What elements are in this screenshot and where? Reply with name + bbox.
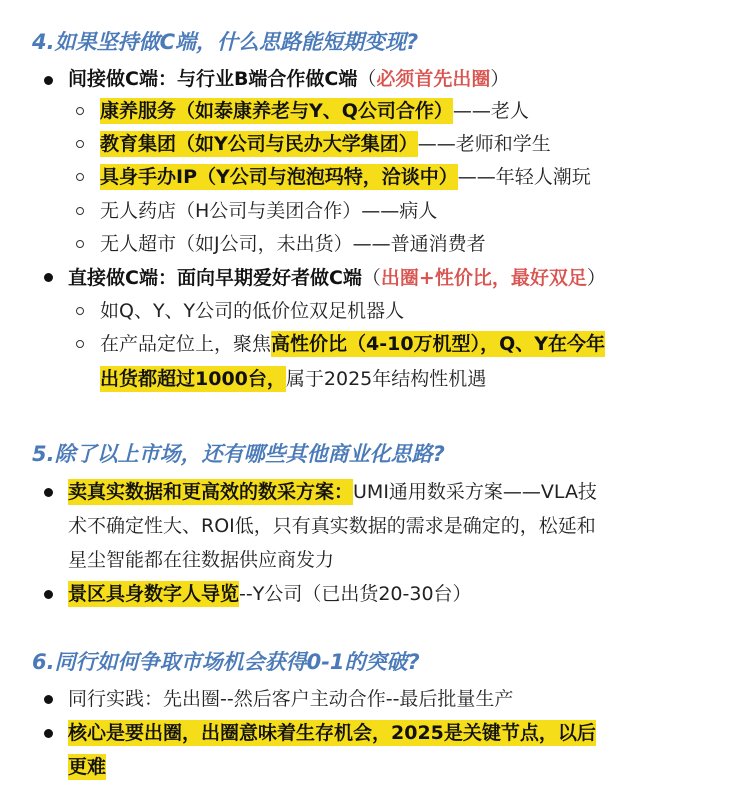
paren-close: ） <box>490 68 510 90</box>
paren-open: （ <box>357 68 377 90</box>
highlight-text: 卖真实数据和更高效的数采方案： <box>68 481 354 503</box>
highlight-text: 教育集团（如Y公司与民办大学集团） <box>100 133 418 155</box>
item-text: --Y公司（已出货20-30台） <box>239 583 472 605</box>
list-item-core-line2 <box>68 752 106 782</box>
list-item-real-data-line3: 星尘智能都在往数据供应商发力 <box>68 549 335 571</box>
sub-item-education <box>100 129 551 159</box>
list-item-real-data-line2: 术不确定性大、ROI低，只有真实数据的需求是确定的，松延和 <box>68 515 596 537</box>
bullet-dot <box>44 76 53 85</box>
bullet-dot <box>44 695 53 704</box>
sub-item-positioning-line2 <box>100 364 486 394</box>
highlight-text: 景区具身数字人导览 <box>68 583 240 605</box>
section-4-heading: 4.如果坚持做C端，什么思路能短期变现? <box>32 30 419 54</box>
sub-bullet-circle <box>76 140 84 148</box>
list-item-scenic-guide <box>68 579 472 609</box>
item-bold-text: 直接做C端：面向早期爱好者做C端 <box>68 267 362 289</box>
highlight-text: 康养服务（如泰康养老与Y、Q公司合作） <box>100 100 453 122</box>
list-item-indirect-c <box>68 64 509 94</box>
sub-item-text: 在产品定位上，聚焦 <box>100 333 272 355</box>
sub-bullet-circle <box>76 207 84 215</box>
paren-open: （ <box>361 267 381 289</box>
highlight-text: 核心是要出圈，出圈意味着生存机会，2025是关键节点，以后 <box>68 722 596 744</box>
item-text: UMI通用数采方案——VLA技 <box>353 481 597 503</box>
item-bold-text: 间接做C端：与行业B端合作做C端 <box>68 68 358 90</box>
list-item-core-line1 <box>68 718 596 748</box>
bullet-dot <box>44 273 53 282</box>
paren-close: ） <box>586 267 606 289</box>
highlight-text: 高性价比（4-10万机型），Q、Y在今年 <box>271 333 605 355</box>
sub-item-rest: ——老人 <box>452 100 529 122</box>
sub-item-figure-ip <box>100 162 591 192</box>
section-6-heading: 6.同行如何争取市场机会获得0-1的突破? <box>32 650 420 674</box>
sub-item-positioning-line1 <box>100 329 605 359</box>
sub-item-healthcare <box>100 96 529 126</box>
item-red-text: 出圈+性价比，最好双足 <box>380 267 587 289</box>
bullet-dot <box>44 590 53 599</box>
sub-item-text: 属于2025年结构性机遇 <box>285 368 487 390</box>
sub-item-rest: ——老师和学生 <box>417 133 551 155</box>
sub-bullet-circle <box>76 340 84 348</box>
sub-bullet-circle <box>76 307 84 315</box>
sub-item-low-price-biped: 如Q、Y、Y公司的低价位双足机器人 <box>100 300 405 322</box>
highlight-text: 出货都超过1000台， <box>100 368 286 390</box>
item-red-text: 必须首先出圈 <box>376 68 491 90</box>
sub-item-supermarket: 无人超市（如J公司，未出货）——普通消费者 <box>100 233 486 255</box>
sub-item-rest: ——年轻人潮玩 <box>457 166 591 188</box>
list-item-real-data-line1 <box>68 477 597 507</box>
list-item-direct-c <box>68 263 606 293</box>
sub-item-pharmacy: 无人药店（H公司与美团合作）——病人 <box>100 200 438 222</box>
list-item-peer-practice: 同行实践：先出圈--然后客户主动合作--最后批量生产 <box>68 688 514 710</box>
bullet-dot <box>44 729 53 738</box>
bullet-dot <box>44 488 53 497</box>
highlight-text: 更难 <box>68 756 107 778</box>
sub-bullet-circle <box>76 240 84 248</box>
highlight-text: 具身手办IP（Y公司与泡泡玛特，洽谈中） <box>100 166 458 188</box>
section-5-heading: 5.除了以上市场，还有哪些其他商业化思路? <box>32 442 445 466</box>
sub-bullet-circle <box>76 173 84 181</box>
sub-bullet-circle <box>76 107 84 115</box>
